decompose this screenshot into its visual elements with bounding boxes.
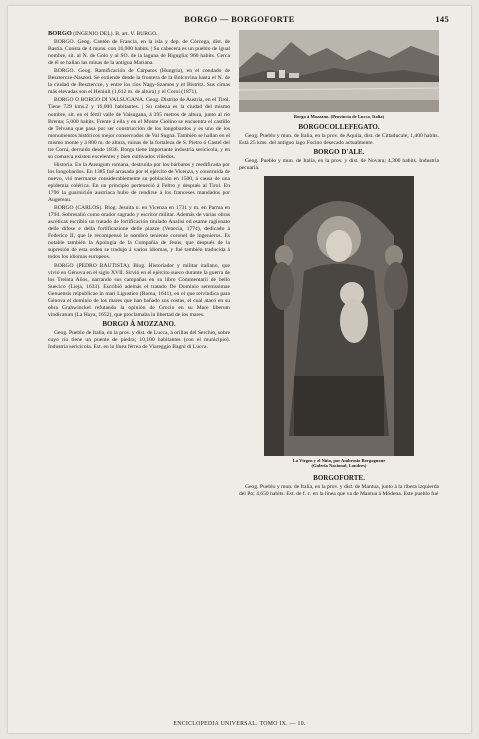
right-column: [239, 30, 439, 720]
left-column: [48, 30, 230, 720]
page-number: 145: [435, 14, 449, 24]
entry-borgo-mozzano: Geog. Pueblo de Italia, en la prov. y dist. de Lucca, á orillas del Serchio, sobre cuyo río tiene un puente de piedra; 10,100 habitantes (con el municipio). Industria sericícola. Est. en la línea férrea de Viareggio Bagni di Lucca.: [48, 329, 230, 351]
page-header: [8, 14, 471, 26]
landscape-photo: [239, 30, 439, 112]
entry-borgo-historia: Historia. En la Ausugum romana, destruída por los bárbaros y reedificada por los longobardos. En 1385 fué arrasada por el ejército de Vicenza, y construída de nuevo, vió mermarse considerablemente su población en 1500, á causa de una epidemia colérica. En un principio perteneció á Feltro y después al Tirol. En 1796 la guarnición austríaca hubo de rendirse á los franceses mandados por Augereau.: [48, 161, 230, 204]
entry-borgo-carlos: BORGO (CARLOS). Biog. Jesuita n. en Vicenza en 1731 y m. en Parma en 1794. Sobresalió como orador sagrado y escritor militar. Además de varias obras ascéticas escribió un tratado de fortificación titulado Analisi ed esame ragionato delle difese e della fortificazione delle piazze (Venecia, 1774), dedicado á Federico II, que le recompensó le nombró teniente coronel de ingenieros. Es notable también la Apología de la Compañía de Jesús, que después de la supresión de esta orden se tradujo á varios idiomas, y fué también traducida á todos los idiomas europeos.: [48, 205, 230, 261]
entry-borgocollefegato: Geog. Pueblo y mun. de Italia, en la prov. de Aquila, dist. de Cittaducale; 1,400 habits. Está 25 kms. del antiguo lago Fucino desecado actualmente.: [239, 132, 439, 146]
entry-borgo-carpatos: BORGO. Geog. Ramificación de Cárpatos (Hungría), en el condado de Besztercze-Naszod. Se extiende desde la frontera de la Bolcovina hasta el N. de la ciudad de Besztercze, y entre los ríos Nagy-Szamos y el Bistritz. Sus cimas más elevadas son el Heniult (1,612 m. de altura) y el Coroi (1871).: [48, 68, 230, 96]
running-title: BORGO — BORGOFORTE: [184, 14, 295, 24]
landscape-illustration: [239, 30, 439, 112]
figure-caption-line1: La Virgen y el Niño, por Ambrosio Borgognone: [292, 457, 386, 463]
right-column-entries-bottom: [239, 475, 439, 498]
painting-photo: [264, 176, 414, 456]
entry-borgoforte: Geog. Pueblo y mun. de Italia, en la prov. y dist. de Mantua, junto á la ribera izquierda del Po; 4,650 habits. Est. de f. c. en la línea que va de Mantua á Módena. Este pueblo fué: [239, 484, 439, 498]
headword-borgoforte: BORGOFORTE.: [313, 474, 365, 483]
right-column-entries-top: [239, 124, 439, 172]
figure-borgo-mozzano: [239, 30, 439, 120]
entry-borgo-valsugana: BORGO O BORGO DI VALSUGANA. Geog. Distrito de Austria, en el Tirol. Tiene 729 kms.2 y 16,000 habitantes. | Su cabeza es la ciudad del mismo nombre, sit. en el fértil valle de Valsugana, á 395 metros de altura, junto al río Brenta; 5,000 habits. Frente á ella y en el Monte Ciolino se encuentra el castillo de Telvana que pasa por ser construcción de los longobardos y es uno de los monumentos históricos mejor conservados de Val Sugna. También se hallan en el mismo monte y á 800 m. de altura, ruinas de la fortaleza de S. Pietro ó Castel dei tre Corni, derruido desde 1836. Borgo tiene importante industria sericícola, y en su comarca existen excelentes y bien cultivados viñedos.: [48, 97, 230, 160]
entry-borgo-ingenio: [48, 30, 230, 38]
headword-borgo-dale: BORGO D'ALE.: [313, 147, 365, 156]
encyclopedia-page: [8, 6, 471, 733]
entry-text: (INGENIO DEL). B. art. V. BURGO.: [73, 31, 158, 37]
figure-caption-line2: (Galería Nacional, Londres): [311, 463, 367, 469]
painting-illustration: [264, 176, 414, 456]
entry-borgo-dale: Geog. Pueblo y mun. de Italia, en la prov. y dist. de Novara; 4,300 habits. Industria pecuaria.: [239, 157, 439, 171]
entry-headword: BORGO: [48, 30, 72, 37]
headword-borgo-mozzano: BORGO Á MOZZANO.: [102, 319, 176, 328]
entry-borgo-corcega: BORGO. Geog. Cantón de Francia, en la isla y dep. de Córcega, dist. de Bastia. Consta de 4 muns. con 16,900 habits. | Su cabecera es un pueblo de igual nombre, sit. al N. de Golo y al SO. de la laguna de Biguglia; 960 habits. Cerca de él se hallan las minas de la antigua Mariana.: [48, 39, 230, 67]
page-footer: ENCICLOPEDIA UNIVERSAL. TOMO IX. — 10.: [173, 721, 306, 727]
figure-virgin-child: [239, 176, 439, 469]
entry-borgo-pedro: BORGO (PEDRO BAUTISTA). Biog. Historiador y militar italiano, que vivió en Génova en el siglo XVII. Sirvió en el ejército sueco durante la guerra de los Treinta Años, narrando sus campañas en su libro Commentarii de bello Suecico (Lieja, 1633). Escribió además el tratado De Dominio serenissimae Genuensis reipublicae in mari Ligustico (Roma, 1641), en el que reivindica para Génova el dominio de los mares que han bañado sus costas, el cual atacó en su obra Grahwinckel refutando la opinión de Grocio en su Mare liberum vindicatum (La Haya, 1652), que proclamaba la libertad de los mares.: [48, 262, 230, 318]
figure-caption: Borgo á Mozzano. (Provincia de Lucca, Italia): [293, 114, 385, 119]
headword-borgocollefegato: BORGOCOLLEFEGATO.: [298, 122, 380, 131]
